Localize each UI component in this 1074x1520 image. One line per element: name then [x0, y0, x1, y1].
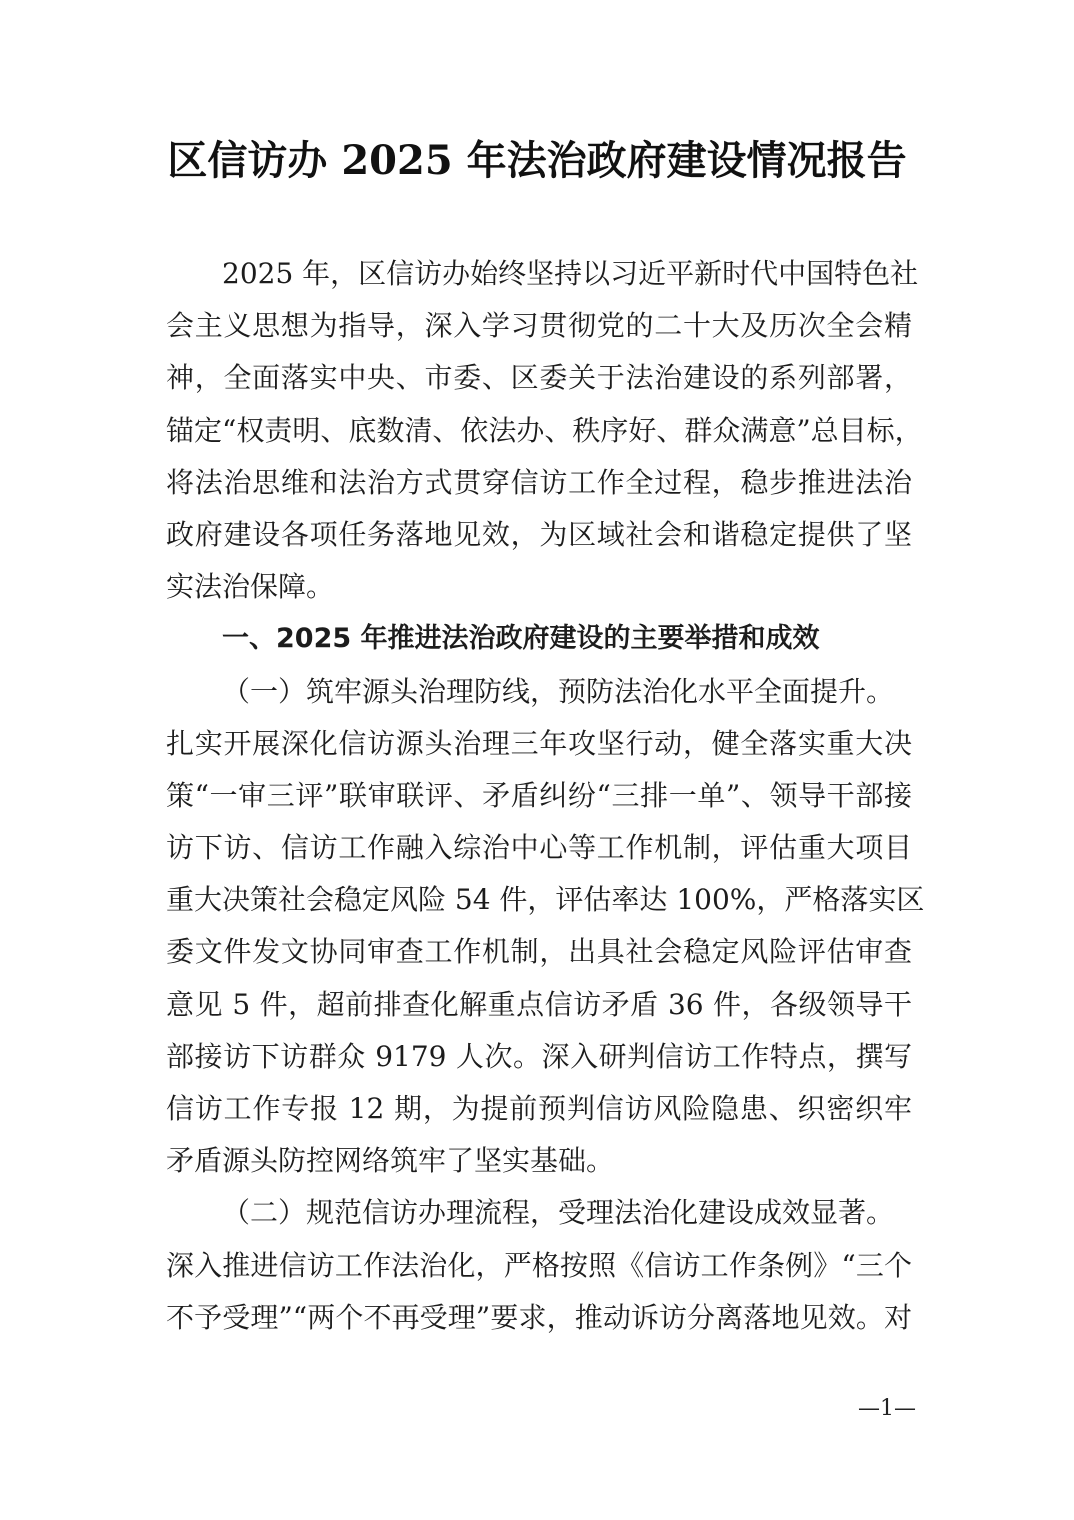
paragraph-line: 意见 5 件，超前排查化解重点信访矛盾 36 件，各级领导干	[166, 987, 912, 1021]
paragraph-line: 神，全面落实中央、市委、区委关于法治建设的系列部署，	[166, 361, 912, 395]
paragraph-line: 访下访、信访工作融入综治中心等工作机制，评估重大项目	[166, 831, 912, 865]
paragraph-line: 信访工作专报 12 期，为提前预判信访风险隐患、织密织牢	[166, 1092, 912, 1125]
paragraph-line: 会主义思想为指导，深入学习贯彻党的二十大及历次全会精	[166, 309, 912, 343]
paragraph-line: 将法治思维和法治方式贯穿信访工作全过程，稳步推进法治	[166, 465, 912, 499]
paragraph-line: 深入推进信访工作法治化，严格按照《信访工作条例》“三个	[166, 1248, 912, 1282]
paragraph-line: 锚定“权责明、底数清、依法办、秩序好、群众满意”总目标，	[166, 413, 923, 447]
document-body	[166, 248, 925, 1344]
section-heading: 一、2025 年推进法治政府建设的主要举措和成效	[222, 623, 820, 655]
page-number: —1—	[858, 1396, 916, 1421]
paragraph-line: 不予受理”“两个不再受理”要求，推动诉访分离落地见效。对	[166, 1300, 912, 1334]
paragraph-line: 扎实开展深化信访源头治理三年攻坚行动，健全落实重大决	[166, 726, 912, 760]
paragraph-line: 委文件发文协同审查工作机制，出具社会稳定风险评估审查	[166, 935, 912, 969]
paragraph-line: 政府建设各项任务落地见效，为区域社会和谐稳定提供了坚	[166, 517, 912, 551]
paragraph-line: 重大决策社会稳定风险 54 件，评估率达 100%，严格落实区	[166, 883, 925, 917]
paragraph-line: 策“一审三评”联审联评、矛盾纠纷“三排一单”、领导干部接	[166, 778, 912, 812]
subsection-heading: （二）规范信访办理流程，受理法治化建设成效显著。	[222, 1196, 895, 1230]
subsection-heading: （一）筑牢源头治理防线，预防法治化水平全面提升。	[222, 674, 895, 708]
paragraph-line: 实法治保障。	[166, 570, 335, 604]
paragraph-line: 矛盾源头防控网络筑牢了坚实基础。	[166, 1144, 615, 1178]
document-title: 区信访办 2025 年法治政府建设情况报告	[167, 137, 907, 184]
paragraph-line: 2025 年，区信访办始终坚持以习近平新时代中国特色社	[222, 257, 919, 290]
paragraph-line: 部接访下访群众 9179 人次。深入研判信访工作特点，撰写	[166, 1039, 912, 1073]
